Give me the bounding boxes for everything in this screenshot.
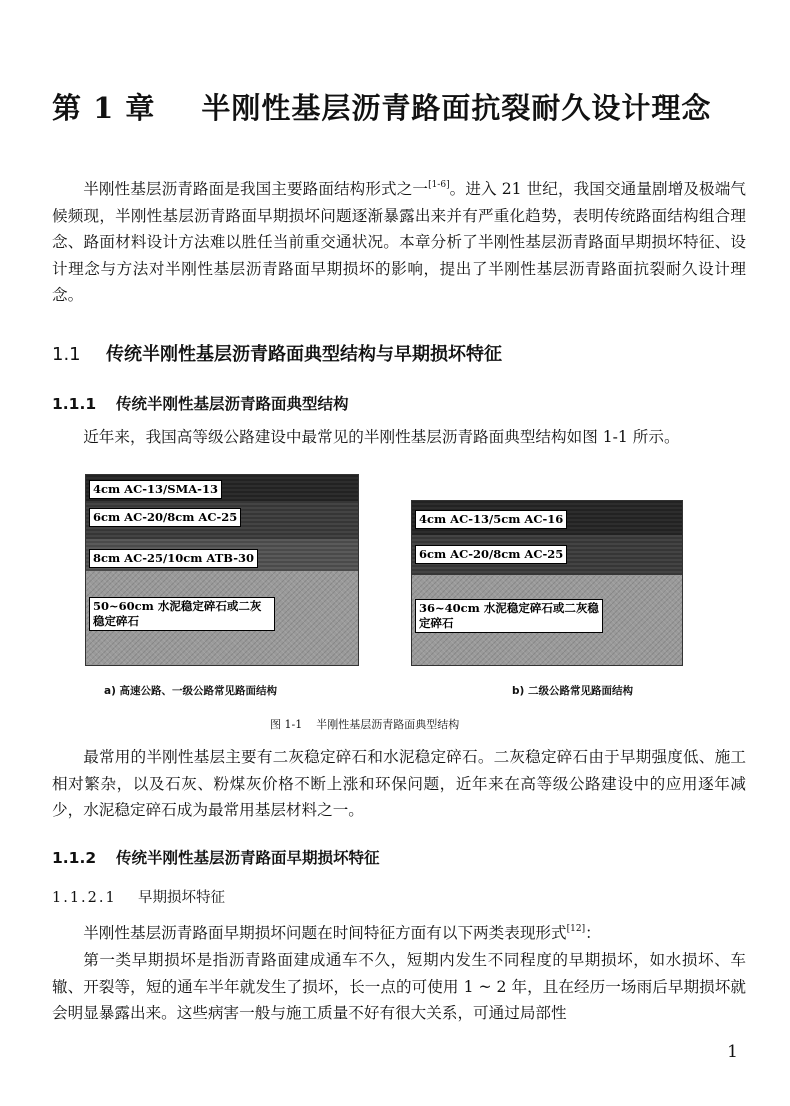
chapter-title — [52, 86, 752, 127]
damage-intro-paragraph — [52, 920, 746, 947]
layer-label: 6cm AC-20/8cm AC-25 — [89, 508, 241, 527]
section-1-1-2-heading — [52, 846, 380, 868]
intro-text-a: 半刚性基层沥青路面是我国主要路面结构形式之一 — [83, 180, 429, 198]
layer-label: 8cm AC-25/10cm ATB-30 — [89, 549, 258, 568]
figure-intro-paragraph: 近年来，我国高等级公路建设中最常见的半刚性基层沥青路面典型结构如图 1-1 所示。 — [83, 428, 680, 446]
section-title: 传统半刚性基层沥青路面典型结构与早期损坏特征 — [106, 344, 502, 365]
citation: [1-6] — [428, 180, 450, 190]
chapter-title-text: 半刚性基层沥青路面抗裂耐久设计理念 — [201, 91, 712, 125]
damage-text-b: ： — [585, 924, 601, 942]
page-number: 1 — [727, 1042, 738, 1062]
paragraph-after-figure: 最常用的半刚性基层主要有二灰稳定碎石和水泥稳定碎石。二灰稳定碎石由于早期强度低、施工相对繁杂，以及石灰、粉煤灰价格不断上涨和环保问题，近年来在高等级公路建设中的应用逐年减少，水泥稳定碎石成为最常用基层材料之一。 — [52, 748, 746, 820]
figure-caption-number: 图 1-1 — [270, 718, 303, 731]
figure-panel-a — [85, 474, 359, 666]
section-1-1-heading — [52, 340, 502, 366]
figure-sublabel-b: b) 二级公路常见路面结构 — [512, 685, 633, 697]
subsubsection-number: 1.1.2.1 — [52, 890, 117, 906]
intro-text-b: 。进入 21 世纪，我国交通量剧增及极端气候频现，半刚性基层沥青路面早期损坏问题逐渐暴露出来并有严重化趋势，表明传统路面结构组合理念、路面材料设计方法难以胜任当前重交通状况。本章分析了半刚性基层沥青路面早期损坏特征、设计理念与方法对半刚性基层沥青路面早期损坏的影响，提出了半刚性基层沥青路面抗裂耐久设计理念。 — [52, 180, 746, 305]
damage-type1-paragraph: 第一类早期损坏是指沥青路面建成通车不久，短期内发生不同程度的早期损坏，如水损坏、车辙、开裂等，短的通车半年就发生了损坏，长一点的可使用 1 ~ 2 年，且在经历一场雨后早期损坏就会明显暴露出来。这些病害一般与施工质量不好有很大关系，可通过局部性 — [52, 951, 746, 1023]
section-1-1-2-1-heading — [52, 886, 225, 907]
figure-sublabel-a: a) 高速公路、一级公路常见路面结构 — [104, 685, 278, 697]
figure-panel-b — [411, 500, 683, 666]
layer-label: 6cm AC-20/8cm AC-25 — [415, 545, 567, 564]
subsection-number: 1.1.2 — [52, 849, 97, 867]
intro-paragraph — [52, 176, 746, 309]
chapter-number: 第 1 章 — [52, 91, 156, 125]
layer-label: 4cm AC-13/SMA-13 — [89, 480, 222, 499]
figure-caption — [270, 716, 459, 732]
subsubsection-title: 早期损坏特征 — [138, 890, 225, 906]
subsection-title: 传统半刚性基层沥青路面早期损坏特征 — [116, 849, 380, 867]
damage-text-a: 半刚性基层沥青路面早期损坏问题在时间特征方面有以下两类表现形式 — [83, 924, 567, 942]
subsection-title: 传统半刚性基层沥青路面典型结构 — [116, 395, 349, 413]
layer-label: 4cm AC-13/5cm AC-16 — [415, 510, 567, 529]
subsection-number: 1.1.1 — [52, 395, 97, 413]
section-number: 1.1 — [52, 344, 81, 365]
figure-caption-text: 半刚性基层沥青路面典型结构 — [316, 718, 460, 731]
citation: [12] — [566, 924, 586, 934]
layer-label: 50~60cm 水泥稳定碎石或二灰稳定碎石 — [89, 597, 275, 631]
section-1-1-1-heading — [52, 392, 349, 414]
layer-label: 36~40cm 水泥稳定碎石或二灰稳定碎石 — [415, 599, 603, 633]
